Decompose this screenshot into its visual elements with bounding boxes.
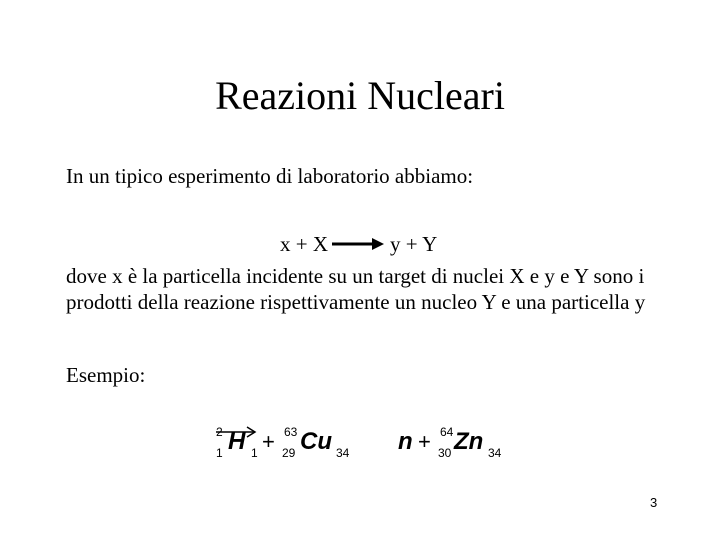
- plus-sign: +: [262, 429, 275, 454]
- h-charge: 1: [216, 446, 223, 460]
- nuclear-reaction-formula: [214, 420, 514, 464]
- reaction-right: y + Y: [390, 232, 438, 256]
- intro-text: In un tipico esperimento di laboratorio abbiamo:: [66, 164, 474, 188]
- arrow-right-icon: [332, 237, 384, 251]
- zn-mass: 64: [440, 425, 454, 439]
- reaction-equation: [280, 231, 437, 257]
- reaction-left: x + X: [280, 232, 329, 256]
- plus-sign: +: [418, 429, 431, 454]
- slide-title: Reazioni Nucleari: [215, 73, 505, 118]
- neutron-symbol: n: [398, 428, 413, 455]
- h-neutrons: 1: [251, 446, 258, 460]
- page-number: 3: [650, 495, 658, 510]
- cu-mass: 63: [284, 425, 298, 439]
- zn-charge: 30: [438, 446, 452, 460]
- h-symbol: H: [228, 428, 246, 455]
- description-text: dove x è la particella incidente su un target di nuclei X e y e Y sono i prodotti della reazione rispettivamente un nucleo Y e una particella y: [66, 264, 646, 314]
- zn-neutrons: 34: [488, 446, 502, 460]
- example-label: Esempio:: [66, 363, 146, 387]
- cu-charge: 29: [282, 446, 296, 460]
- zn-symbol: Zn: [454, 428, 484, 455]
- h-mass: 2: [216, 425, 223, 439]
- cu-neutrons: 34: [336, 446, 350, 460]
- cu-symbol: Cu: [300, 428, 332, 455]
